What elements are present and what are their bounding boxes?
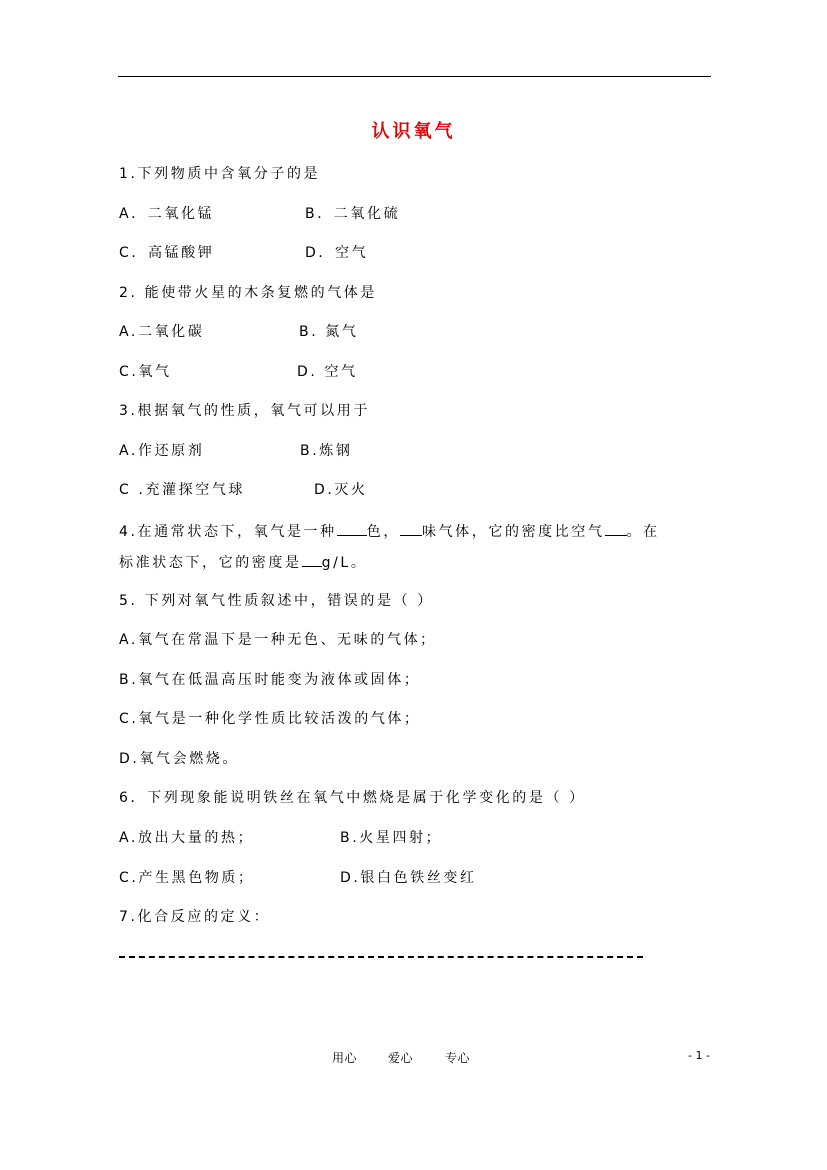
footer-right: 专心 — [445, 1051, 471, 1065]
page-title: 认识氧气 — [371, 121, 456, 142]
q7-stem: 7.化合反应的定义： — [119, 909, 271, 925]
q4-line1 — [119, 521, 660, 541]
q4-blank-value[interactable] — [302, 552, 322, 567]
q6-option-a: A.放出大量的热； — [119, 830, 255, 846]
q4-text-3: 味气体，它的密度比空气 — [421, 524, 605, 540]
header-rule — [118, 76, 711, 77]
q6-stem: 6．下列现象能说明铁丝在氧气中燃烧是属于化学变化的是（ ） — [119, 790, 586, 806]
q1-option-b: B．二氧化硫 — [305, 206, 401, 222]
q3-option-d: D.灭火 — [314, 482, 368, 498]
q4-line2 — [119, 552, 367, 572]
footer-middle: 爱心 — [388, 1051, 414, 1065]
q3-stem: 3.根据氧气的性质，氧气可以用于 — [119, 403, 370, 419]
q4-text-4: 。在 — [626, 524, 660, 540]
q1-stem: 1.下列物质中含氧分子的是 — [119, 166, 321, 182]
q5-option-d: D.氧气会燃烧。 — [119, 751, 240, 767]
q4-text-1: 4.在通常状态下，氧气是一种 — [119, 524, 337, 540]
q2-option-b: B. 氮气 — [299, 324, 359, 340]
q2-option-a: A.二氧化碳 — [119, 324, 205, 340]
q6-option-b: B.火星四射； — [340, 830, 443, 846]
q6-option-c: C.产生黑色物质； — [119, 870, 255, 886]
q5-option-b: B.氧气在低温高压时能变为液体或固体； — [119, 672, 421, 688]
q6-option-d: D.银白色铁丝变红 — [340, 870, 477, 886]
q3-option-c: C .充灌探空气球 — [119, 482, 246, 498]
q5-option-c: C.氧气是一种化学性质比较活泼的气体； — [119, 711, 421, 727]
q4-blank-color[interactable] — [337, 521, 367, 536]
q4-blank-density[interactable] — [605, 521, 627, 536]
footer-left: 用心 — [332, 1051, 358, 1065]
q4-text-5: 标准状态下，它的密度是 — [119, 555, 302, 571]
q1-option-c: C．高锰酸钾 — [119, 245, 215, 261]
q4-text-2: 色， — [366, 524, 400, 540]
q2-option-d: D. 空气 — [297, 364, 358, 380]
q4-blank-smell[interactable] — [400, 521, 422, 536]
q2-stem: 2. 能使带火星的木条复燃的气体是 — [119, 285, 378, 301]
q5-option-a: A.氧气在常温下是一种无色、无味的气体； — [119, 632, 437, 648]
q3-option-a: A.作还原剂 — [119, 443, 205, 459]
q1-option-d: D．空气 — [305, 245, 369, 261]
q3-option-b: B.炼钢 — [300, 443, 353, 459]
q2-option-c: C.氧气 — [119, 364, 172, 380]
q1-option-a: A．二氧化锰 — [119, 206, 215, 222]
q4-text-6: g/L。 — [321, 555, 368, 571]
q5-stem: 5. 下列对氧气性质叙述中，错误的是（ ） — [119, 593, 434, 609]
page-number: - 1 - — [688, 1049, 710, 1062]
q7-answer-line[interactable] — [119, 956, 643, 958]
